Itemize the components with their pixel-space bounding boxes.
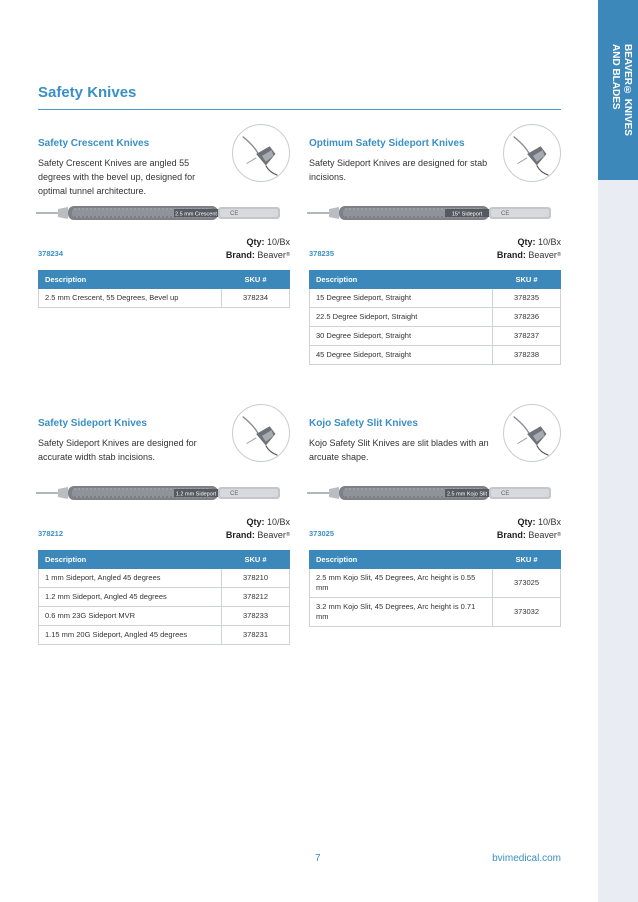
section-description: Kojo Safety Slit Knives are slit blades with an arcuate shape. <box>309 438 489 462</box>
description-header: Description <box>310 271 493 289</box>
knife-handle-image <box>305 480 563 506</box>
qty-value: 10/Bx <box>266 237 290 247</box>
knife-product-photo <box>305 480 563 506</box>
brand-value: Beaver <box>257 250 286 260</box>
blade-closeup-image <box>504 125 560 181</box>
blade-closeup-thumbnail <box>232 404 290 462</box>
blade-closeup-thumbnail <box>232 124 290 182</box>
table-row <box>310 598 561 627</box>
brand-value: Beaver <box>528 250 557 260</box>
row-sku: 378236 <box>493 308 561 327</box>
qty-value: 10/Bx <box>266 517 290 527</box>
row-description: 2.5 mm Crescent, 55 Degrees, Bevel up <box>39 289 222 308</box>
handle-label: 2.5 mm Kojo Slit <box>446 491 488 498</box>
product-table <box>38 270 290 308</box>
brand-value: Beaver <box>257 530 286 540</box>
product-code: 378235 <box>309 249 335 258</box>
row-sku: 378233 <box>222 607 290 626</box>
table-header-row <box>310 271 561 289</box>
brand-label: Brand: <box>496 530 526 540</box>
registered-mark: ® <box>285 532 290 538</box>
brand-label: Brand: <box>225 530 255 540</box>
knife-handle-image <box>34 200 292 226</box>
row-description: 45 Degree Sideport, Straight <box>310 346 493 365</box>
brand-label: Brand: <box>496 250 526 260</box>
row-description: 1.2 mm Sideport, Angled 45 degrees <box>39 588 222 607</box>
table-row <box>39 289 290 308</box>
table-row <box>39 588 290 607</box>
knife-handle-image <box>305 200 563 226</box>
row-description: 0.6 mm 23G Sideport MVR <box>39 607 222 626</box>
section-tab-line2: AND BLADES <box>610 44 621 110</box>
row-sku: 378237 <box>493 327 561 346</box>
row-description: 30 Degree Sideport, Straight <box>310 327 493 346</box>
brand-line <box>497 249 561 262</box>
row-sku: 378235 <box>493 289 561 308</box>
row-sku: 378210 <box>222 569 290 588</box>
qty-line <box>226 236 290 249</box>
row-sku: 378212 <box>222 588 290 607</box>
qty-line <box>497 236 561 249</box>
title-divider <box>38 109 561 110</box>
section-title: Optimum Safety Sideport Knives <box>309 138 465 149</box>
blade-closeup-image <box>504 405 560 461</box>
page-title: Safety Knives <box>38 84 137 101</box>
section-tab-line1: BEAVER® KNIVES <box>622 44 633 136</box>
registered-mark: ® <box>556 532 561 538</box>
sku-header: SKU # <box>222 551 290 569</box>
qty-value: 10/Bx <box>537 517 561 527</box>
row-description: 1 mm Sideport, Angled 45 degrees <box>39 569 222 588</box>
row-sku: 378234 <box>222 289 290 308</box>
table-header-row <box>39 271 290 289</box>
ce-mark: CE <box>230 211 239 217</box>
registered-mark: ® <box>285 252 290 258</box>
ce-mark: CE <box>501 491 510 497</box>
brand-label: Brand: <box>225 250 255 260</box>
table-header-row <box>310 551 561 569</box>
sku-header: SKU # <box>222 271 290 289</box>
section-title: Safety Sideport Knives <box>38 418 147 429</box>
qty-line <box>497 516 561 529</box>
qty-label: Qty: <box>246 517 265 527</box>
blade-closeup-thumbnail <box>503 404 561 462</box>
product-table <box>38 550 290 645</box>
blade-closeup-thumbnail <box>503 124 561 182</box>
product-meta <box>497 236 561 262</box>
row-sku: 378238 <box>493 346 561 365</box>
product-meta <box>497 516 561 542</box>
ce-mark: CE <box>501 211 510 217</box>
blade-closeup-image <box>233 405 289 461</box>
knife-product-photo <box>34 200 292 226</box>
handle-label: 2.5 mm Crescent <box>175 211 217 218</box>
brand-line <box>497 529 561 542</box>
row-description: 3.2 mm Kojo Slit, 45 Degrees, Arc height is 0.71 mm <box>310 598 493 627</box>
knife-handle-image <box>34 480 292 506</box>
sku-header: SKU # <box>493 271 561 289</box>
section-title: Kojo Safety Slit Knives <box>309 418 418 429</box>
row-sku: 378231 <box>222 626 290 645</box>
product-table <box>309 550 561 627</box>
product-code: 378212 <box>38 529 64 538</box>
row-description: 22.5 Degree Sideport, Straight <box>310 308 493 327</box>
qty-value: 10/Bx <box>537 237 561 247</box>
table-row <box>39 626 290 645</box>
description-header: Description <box>310 551 493 569</box>
table-row <box>310 308 561 327</box>
table-row <box>39 607 290 626</box>
brand-line <box>226 529 290 542</box>
website-link[interactable]: bvimedical.com <box>492 853 561 864</box>
table-row <box>310 346 561 365</box>
page-number: 7 <box>315 853 321 864</box>
handle-label: 1.2 mm Sideport <box>175 491 217 498</box>
section-description: Safety Sideport Knives are designed for accurate width stab incisions. <box>38 438 197 462</box>
section-description: Safety Crescent Knives are angled 55 degrees with the bevel up, designed for optimal tunnel architecture. <box>38 158 196 196</box>
description-header: Description <box>39 271 222 289</box>
table-header-row <box>39 551 290 569</box>
qty-label: Qty: <box>517 237 536 247</box>
row-description: 1.15 mm 20G Sideport, Angled 45 degrees <box>39 626 222 645</box>
knife-product-photo <box>34 480 292 506</box>
table-row <box>310 289 561 308</box>
section-title: Safety Crescent Knives <box>38 138 150 149</box>
product-code: 378234 <box>38 249 64 258</box>
qty-label: Qty: <box>246 237 265 247</box>
product-code: 373025 <box>309 529 335 538</box>
product-meta <box>226 516 290 542</box>
ce-mark: CE <box>230 491 239 497</box>
row-sku: 373032 <box>493 598 561 627</box>
knife-product-photo <box>305 200 563 226</box>
handle-label: 15° Sideport <box>451 211 483 218</box>
product-table <box>309 270 561 365</box>
qty-label: Qty: <box>517 517 536 527</box>
sku-header: SKU # <box>493 551 561 569</box>
table-row <box>39 569 290 588</box>
product-meta <box>226 236 290 262</box>
qty-line <box>226 516 290 529</box>
section-tab-label <box>603 44 633 174</box>
row-description: 2.5 mm Kojo Slit, 45 Degrees, Arc height is 0.55 mm <box>310 569 493 598</box>
row-description: 15 Degree Sideport, Straight <box>310 289 493 308</box>
registered-mark: ® <box>556 252 561 258</box>
section-description: Safety Sideport Knives are designed for stab incisions. <box>309 158 488 182</box>
row-sku: 373025 <box>493 569 561 598</box>
blade-closeup-image <box>233 125 289 181</box>
brand-line <box>226 249 290 262</box>
table-row <box>310 569 561 598</box>
description-header: Description <box>39 551 222 569</box>
table-row <box>310 327 561 346</box>
brand-value: Beaver <box>528 530 557 540</box>
